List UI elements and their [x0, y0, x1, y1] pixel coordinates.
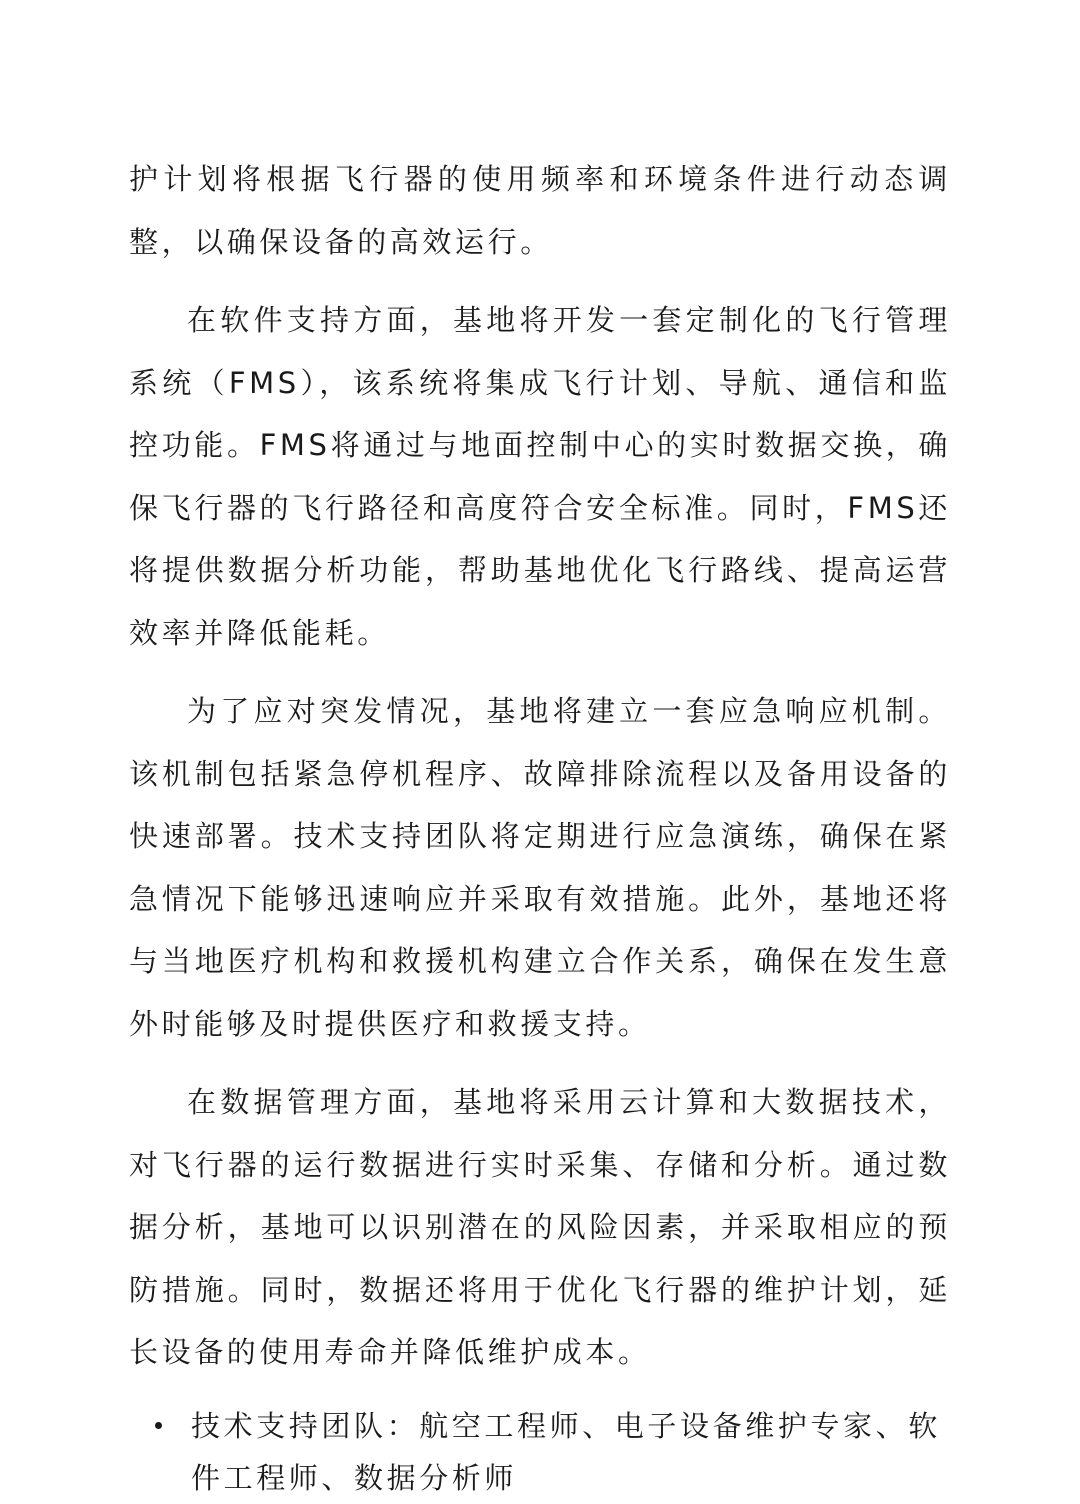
list-item — [129, 1400, 951, 1504]
bullet-icon — [155, 1422, 162, 1429]
bullet-text: 技术支持团队：航空工程师、电子设备维护专家、软件工程师、数据分析师 — [191, 1408, 941, 1495]
bullet-list — [129, 1400, 951, 1504]
paragraph-emergency-response: 为了应对突发情况，基地将建立一套应急响应机制。该机制包括紧急停机程序、故障排除流程以及备用设备的快速部署。技术支持团队将定期进行应急演练，确保在紧急情况下能够迅速响应并采取有效措施。此外，基地还将与当地医疗机构和救援机构建立合作关系，确保在发生意外时能够及时提供医疗和救援支持。 — [129, 694, 951, 1041]
document-body — [129, 148, 951, 1504]
paragraph-continuation: 护计划将根据飞行器的使用频率和环境条件进行动态调整，以确保设备的高效运行。 — [129, 162, 951, 259]
paragraph-data-management: 在数据管理方面，基地将采用云计算和大数据技术，对飞行器的运行数据进行实时采集、存储和分析。通过数据分析，基地可以识别潜在的风险因素，并采取相应的预防措施。同时，数据还将用于优化飞行器的维护计划，延长设备的使用寿命并降低维护成本。 — [129, 1085, 951, 1369]
paragraph-software-support: 在软件支持方面，基地将开发一套定制化的飞行管理系统（FMS），该系统将集成飞行计划、导航、通信和监控功能。FMS将通过与地面控制中心的实时数据交换，确保飞行器的飞行路径和高度符合安全标准。同时，FMS还将提供数据分析功能，帮助基地优化飞行路线、提高运营效率并降低能耗。 — [129, 303, 951, 650]
